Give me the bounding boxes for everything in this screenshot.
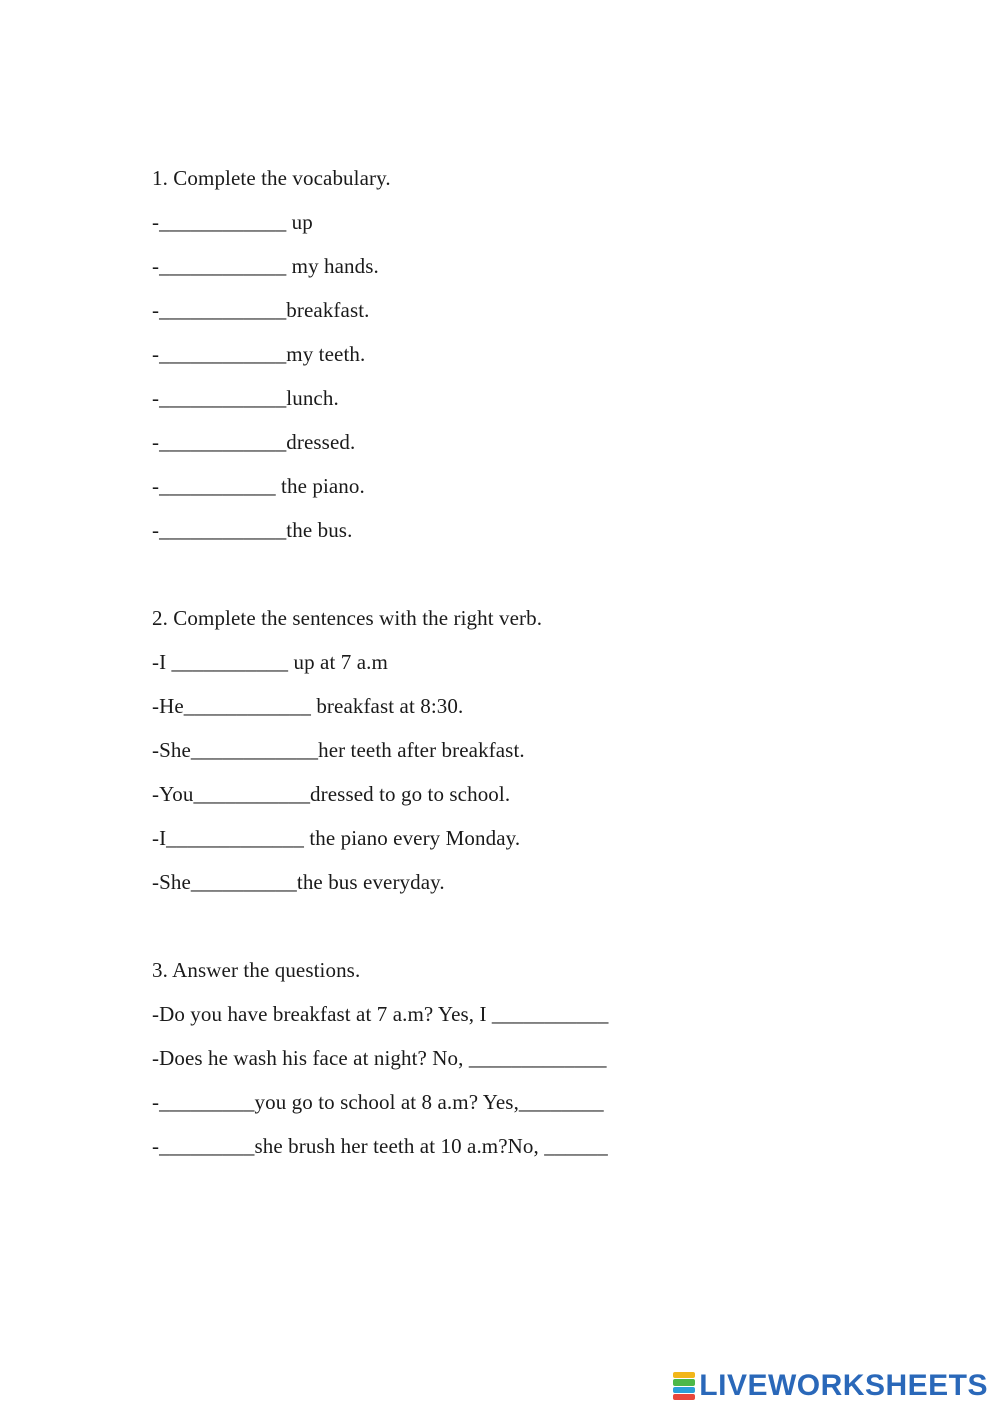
exercise-item: -You___________dressed to go to school. bbox=[152, 782, 511, 806]
exercise-item: -____________my teeth. bbox=[152, 342, 366, 366]
worksheet bbox=[152, 156, 932, 1168]
exercise-item: -____________dressed. bbox=[152, 430, 356, 454]
exercise-item: -She__________the bus everyday. bbox=[152, 870, 445, 894]
liveworksheets-brand bbox=[673, 1366, 988, 1406]
exercise-item: -I ___________ up at 7 a.m bbox=[152, 650, 388, 674]
logo-block bbox=[673, 1394, 695, 1400]
exercise-item: -____________breakfast. bbox=[152, 298, 370, 322]
exercise-item: -____________lunch. bbox=[152, 386, 339, 410]
logo-block bbox=[673, 1387, 695, 1393]
liveworksheets-logo-icon bbox=[673, 1372, 695, 1400]
section-title: 1. Complete the vocabulary. bbox=[152, 166, 391, 190]
exercise-item: -Does he wash his face at night? No, _____________ bbox=[152, 1046, 607, 1070]
logo-block bbox=[673, 1372, 695, 1378]
exercise-item: -___________ the piano. bbox=[152, 474, 365, 498]
exercise-item: -Do you have breakfast at 7 a.m? Yes, I ___________ bbox=[152, 1002, 609, 1026]
exercise-item: -I_____________ the piano every Monday. bbox=[152, 826, 521, 850]
section-vocabulary bbox=[152, 156, 932, 552]
logo-block bbox=[673, 1379, 695, 1385]
section-questions bbox=[152, 948, 932, 1168]
exercise-item: -_________she brush her teeth at 10 a.m?No, ______ bbox=[152, 1134, 608, 1158]
exercise-item: -____________ up bbox=[152, 210, 313, 234]
brand-name: LIVEWORKSHEETS bbox=[699, 1369, 988, 1402]
section-sentences bbox=[152, 596, 932, 904]
exercise-item: -____________ my hands. bbox=[152, 254, 379, 278]
section-title: 2. Complete the sentences with the right verb. bbox=[152, 606, 543, 630]
section-title: 3. Answer the questions. bbox=[152, 958, 361, 982]
exercise-item: -_________you go to school at 8 a.m? Yes,________ bbox=[152, 1090, 604, 1114]
exercise-item: -He____________ breakfast at 8:30. bbox=[152, 694, 464, 718]
exercise-item: -____________the bus. bbox=[152, 518, 353, 542]
exercise-item: -She____________her teeth after breakfast. bbox=[152, 738, 525, 762]
